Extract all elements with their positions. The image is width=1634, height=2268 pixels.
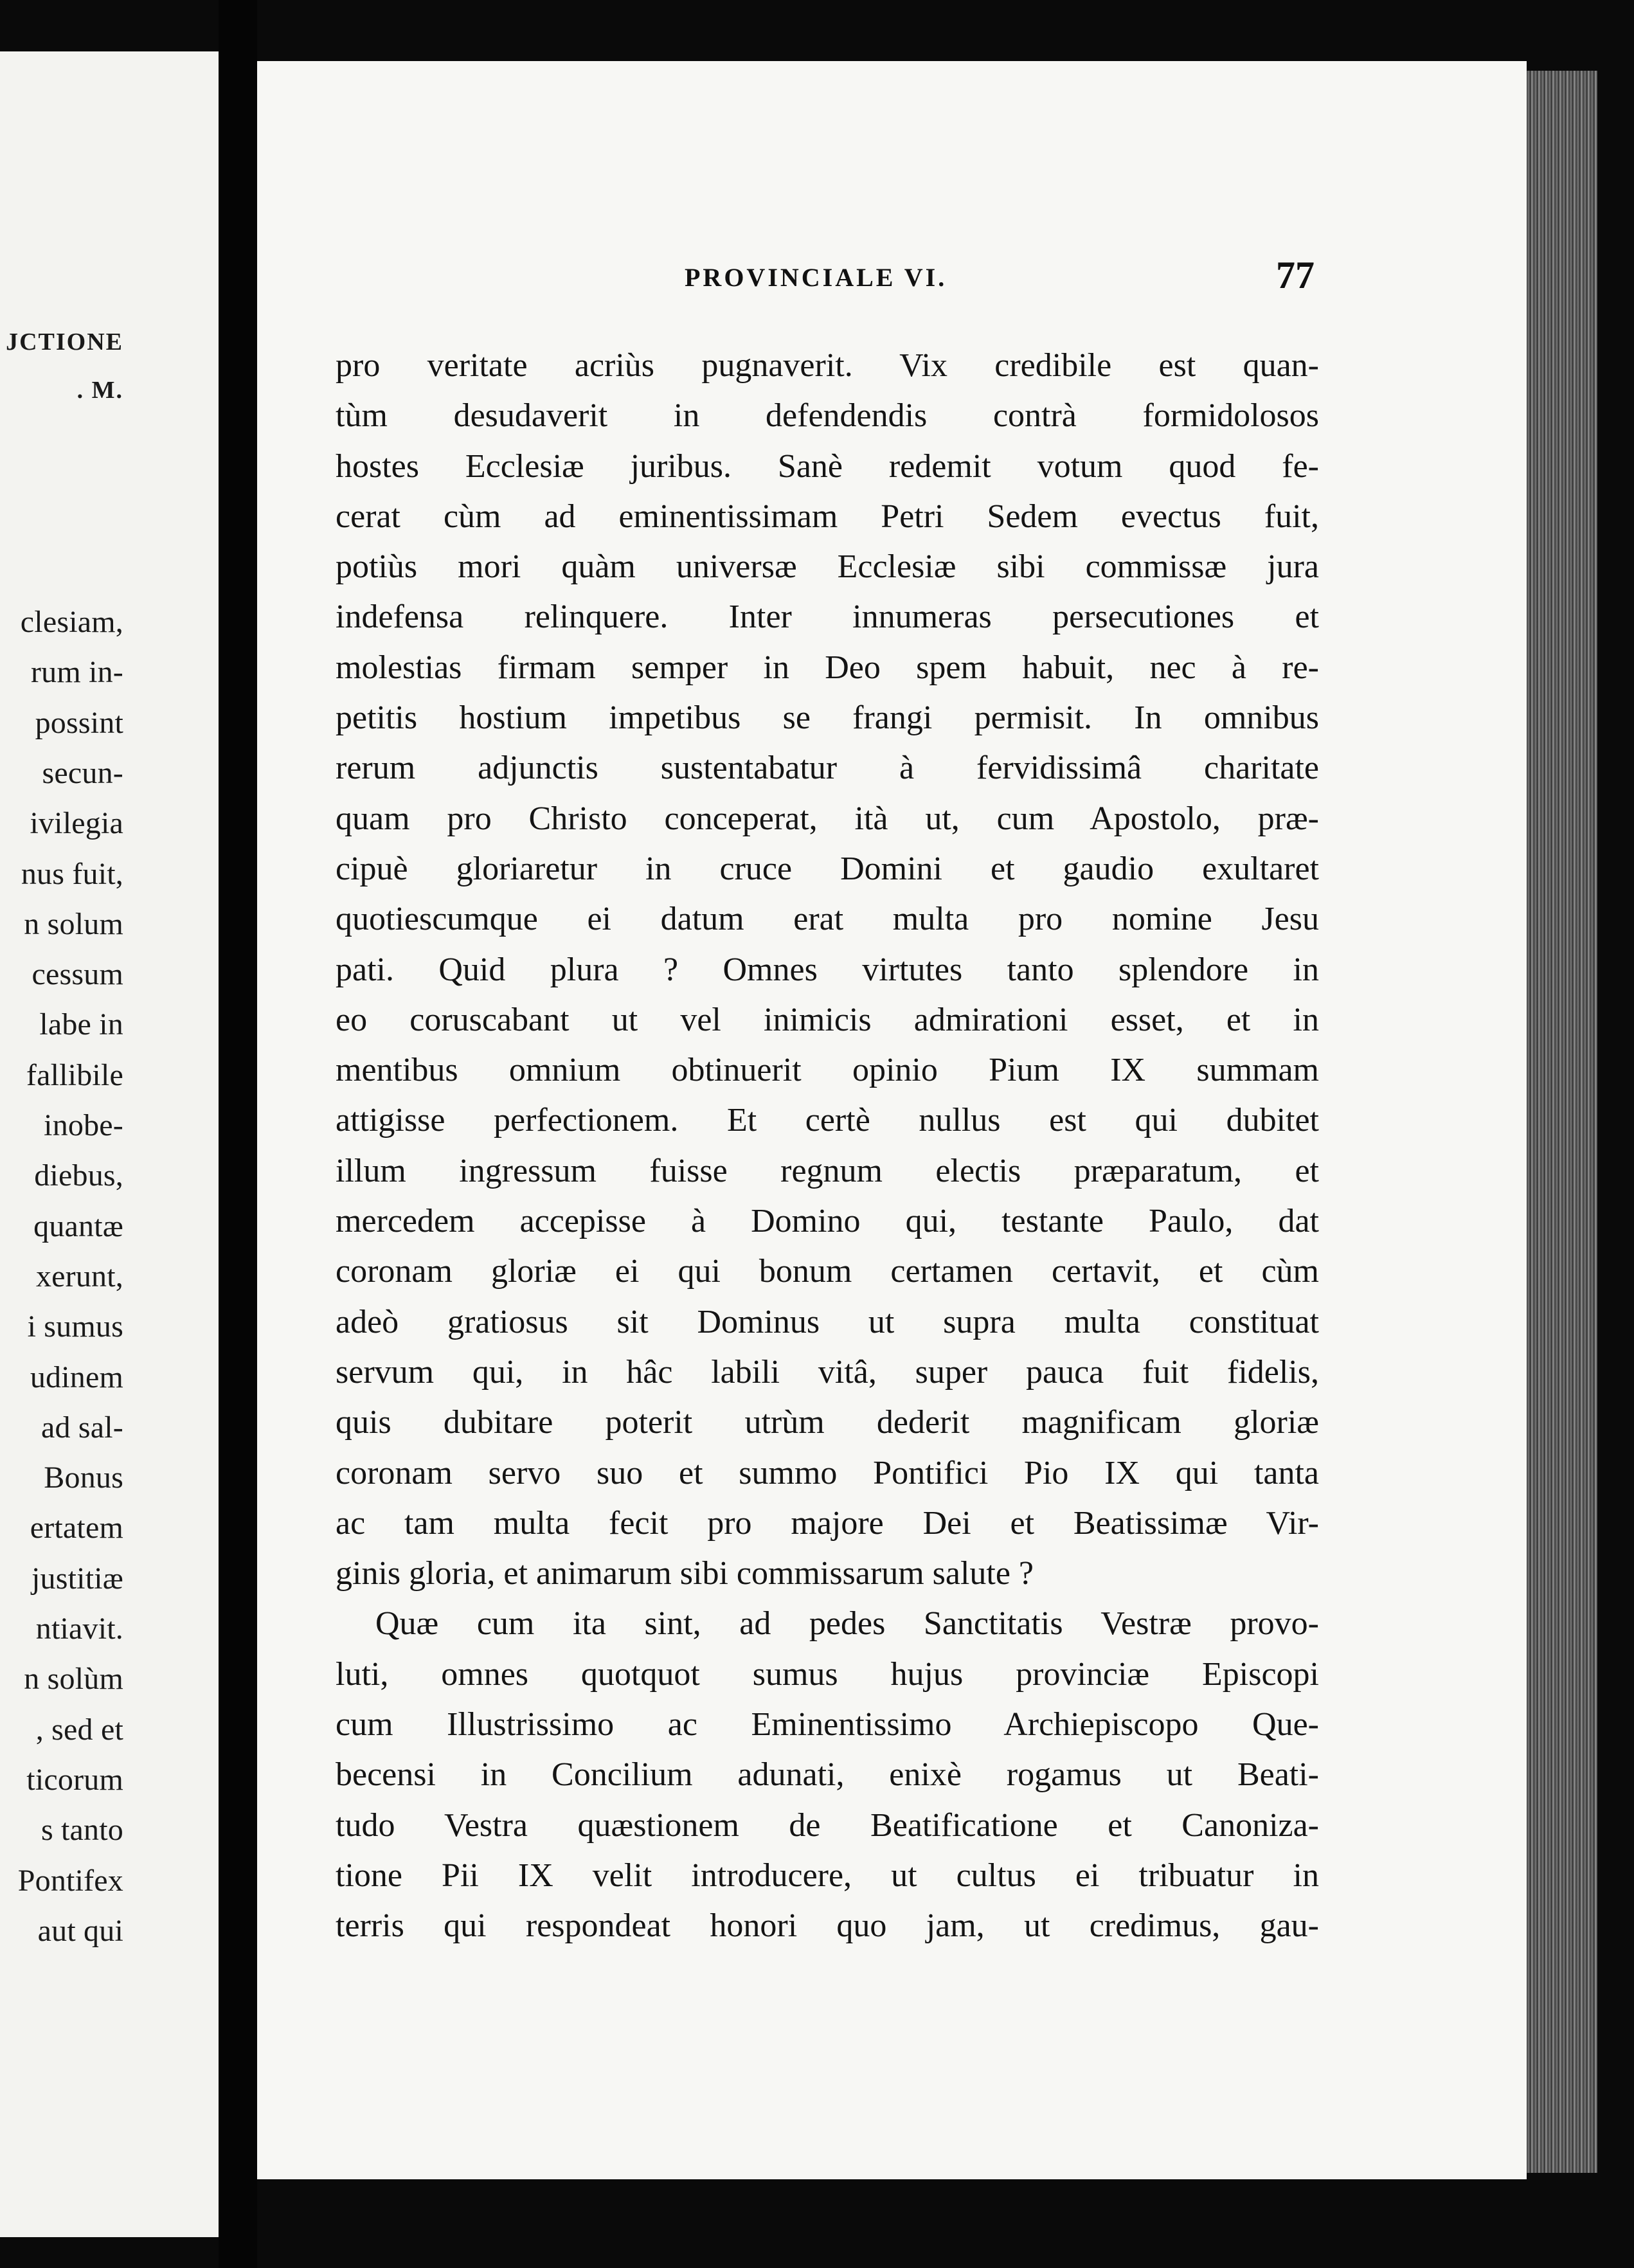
- text-line: quotiescumque ei datum erat multa pro nomine Jesu: [336, 901, 1319, 938]
- left-page-line: ertatem: [30, 1511, 123, 1545]
- text-line: quam pro Christo conceperat, ità ut, cum Apostolo, præ-: [336, 800, 1319, 837]
- left-page-line: secun-: [42, 755, 123, 790]
- text-line: potiùs mori quàm universæ Ecclesiæ sibi commissæ jura: [336, 548, 1319, 586]
- running-head: PROVINCIALE VI.: [685, 263, 947, 292]
- text-line: tione Pii IX velit introducere, ut cultus ei tribuatur in: [336, 1857, 1319, 1894]
- left-page-line: s tanto: [40, 1813, 123, 1848]
- text-line: cum Illustrissimo ac Eminentissimo Archiepiscopo Que-: [336, 1706, 1319, 1743]
- left-page: [0, 51, 219, 2237]
- text-line: cipuè gloriaretur in cruce Domini et gaudio exultaret: [336, 850, 1319, 887]
- text-line: pro veritate acriùs pugnaverit. Vix credibile est quan-: [336, 347, 1319, 384]
- text-line: quis dubitare poterit utrùm dederit magnificam gloriæ: [336, 1404, 1319, 1441]
- text-line: rerum adjunctis sustentabatur à fervidissimâ charitate: [336, 750, 1319, 787]
- left-page-line: Bonus: [44, 1461, 123, 1495]
- left-page-line: justitiæ: [31, 1561, 123, 1596]
- text-line: coronam servo suo et summo Pontifici Pio IX qui tanta: [336, 1454, 1319, 1491]
- text-line: becensi in Concilium adunati, enixè rogamus ut Beati-: [336, 1756, 1319, 1794]
- left-page-line: udinem: [30, 1360, 123, 1394]
- left-page-line: possint: [35, 705, 123, 740]
- text-line: ginis gloria, et animarum sibi commissarum salute ?: [336, 1555, 1034, 1592]
- left-page-line: ticorum: [26, 1762, 123, 1797]
- page-edge: [1527, 71, 1597, 2173]
- text-line: indefensa relinquere. Inter innumeras persecutiones et: [336, 598, 1319, 636]
- text-line: tudo Vestra quæstionem de Beatificatione et Canoniza-: [336, 1806, 1319, 1844]
- left-page-line: nus fuit,: [21, 856, 123, 891]
- left-page-line: ntiavit.: [35, 1612, 123, 1646]
- left-page-line: cessum: [31, 957, 123, 992]
- left-page-line: Pontifex: [17, 1863, 123, 1898]
- text-line: attigisse perfectionem. Et certè nullus est qui dubitet: [336, 1102, 1319, 1139]
- left-page-line: xerunt,: [35, 1259, 123, 1293]
- text-line: tùm desudaverit in defendendis contrà formidolosos: [336, 397, 1319, 435]
- left-page-line: n solùm: [24, 1662, 123, 1697]
- left-page-line: i sumus: [27, 1310, 123, 1344]
- text-line: mercedem accepisse à Domino qui, testante Paulo, dat: [336, 1203, 1319, 1240]
- text-line: eo coruscabant ut vel inimicis admirationi esset, et in: [336, 1001, 1319, 1038]
- text-line: hostes Ecclesiæ juribus. Sanè redemit votum quod fe-: [336, 447, 1319, 485]
- left-page-line: inobe-: [44, 1108, 123, 1142]
- left-page-line: ad sal-: [40, 1410, 123, 1444]
- left-page-header-line: JCTIONE: [6, 328, 123, 356]
- left-page-line: n solum: [24, 906, 123, 941]
- paragraph: [336, 1599, 1319, 1951]
- text-line: pati. Quid plura ? Omnes virtutes tanto splendore in: [336, 951, 1319, 988]
- paragraph: [336, 341, 1319, 1599]
- text-line: petitis hostium impetibus se frangi permisit. In omnibus: [336, 699, 1319, 737]
- left-page-line: , sed et: [35, 1712, 123, 1747]
- text-line: servum qui, in hâc labili vitâ, super pauca fuit fidelis,: [336, 1353, 1319, 1390]
- text-line: terris qui respondeat honori quo jam, ut credimus, gau-: [336, 1907, 1319, 1945]
- left-page-header-line: . M.: [76, 377, 123, 404]
- left-page-line: quantæ: [33, 1209, 123, 1243]
- text-line: luti, omnes quotquot sumus hujus provinciæ Episcopi: [336, 1655, 1319, 1693]
- body-text: [336, 341, 1319, 1952]
- text-line: cerat cùm ad eminentissimam Petri Sedem evectus fuit,: [336, 498, 1319, 535]
- left-page-line: ivilegia: [30, 806, 123, 841]
- left-page-line: labe in: [39, 1007, 123, 1042]
- text-line: ac tam multa fecit pro majore Dei et Beatissimæ Vir-: [336, 1504, 1319, 1542]
- page-number: 77: [1276, 254, 1315, 296]
- book-gutter: [219, 0, 257, 2268]
- left-page-line: diebus,: [34, 1158, 123, 1193]
- text-line: coronam gloriæ ei qui bonum certamen certavit, et cùm: [336, 1253, 1319, 1290]
- left-page-line: rum in-: [30, 655, 123, 690]
- text-line: mentibus omnium obtinuerit opinio Pium IX summam: [336, 1052, 1319, 1089]
- text-line: molestias firmam semper in Deo spem habuit, nec à re-: [336, 649, 1319, 686]
- text-line: Quæ cum ita sint, ad pedes Sanctitatis Vestræ provo-: [375, 1605, 1319, 1643]
- text-line: illum ingressum fuisse regnum electis præparatum, et: [336, 1152, 1319, 1189]
- text-line: adeò gratiosus sit Dominus ut supra multa constituat: [336, 1303, 1319, 1340]
- left-page-line: fallibile: [26, 1058, 123, 1092]
- left-page-line: aut qui: [37, 1913, 123, 1948]
- left-page-line: clesiam,: [20, 605, 123, 639]
